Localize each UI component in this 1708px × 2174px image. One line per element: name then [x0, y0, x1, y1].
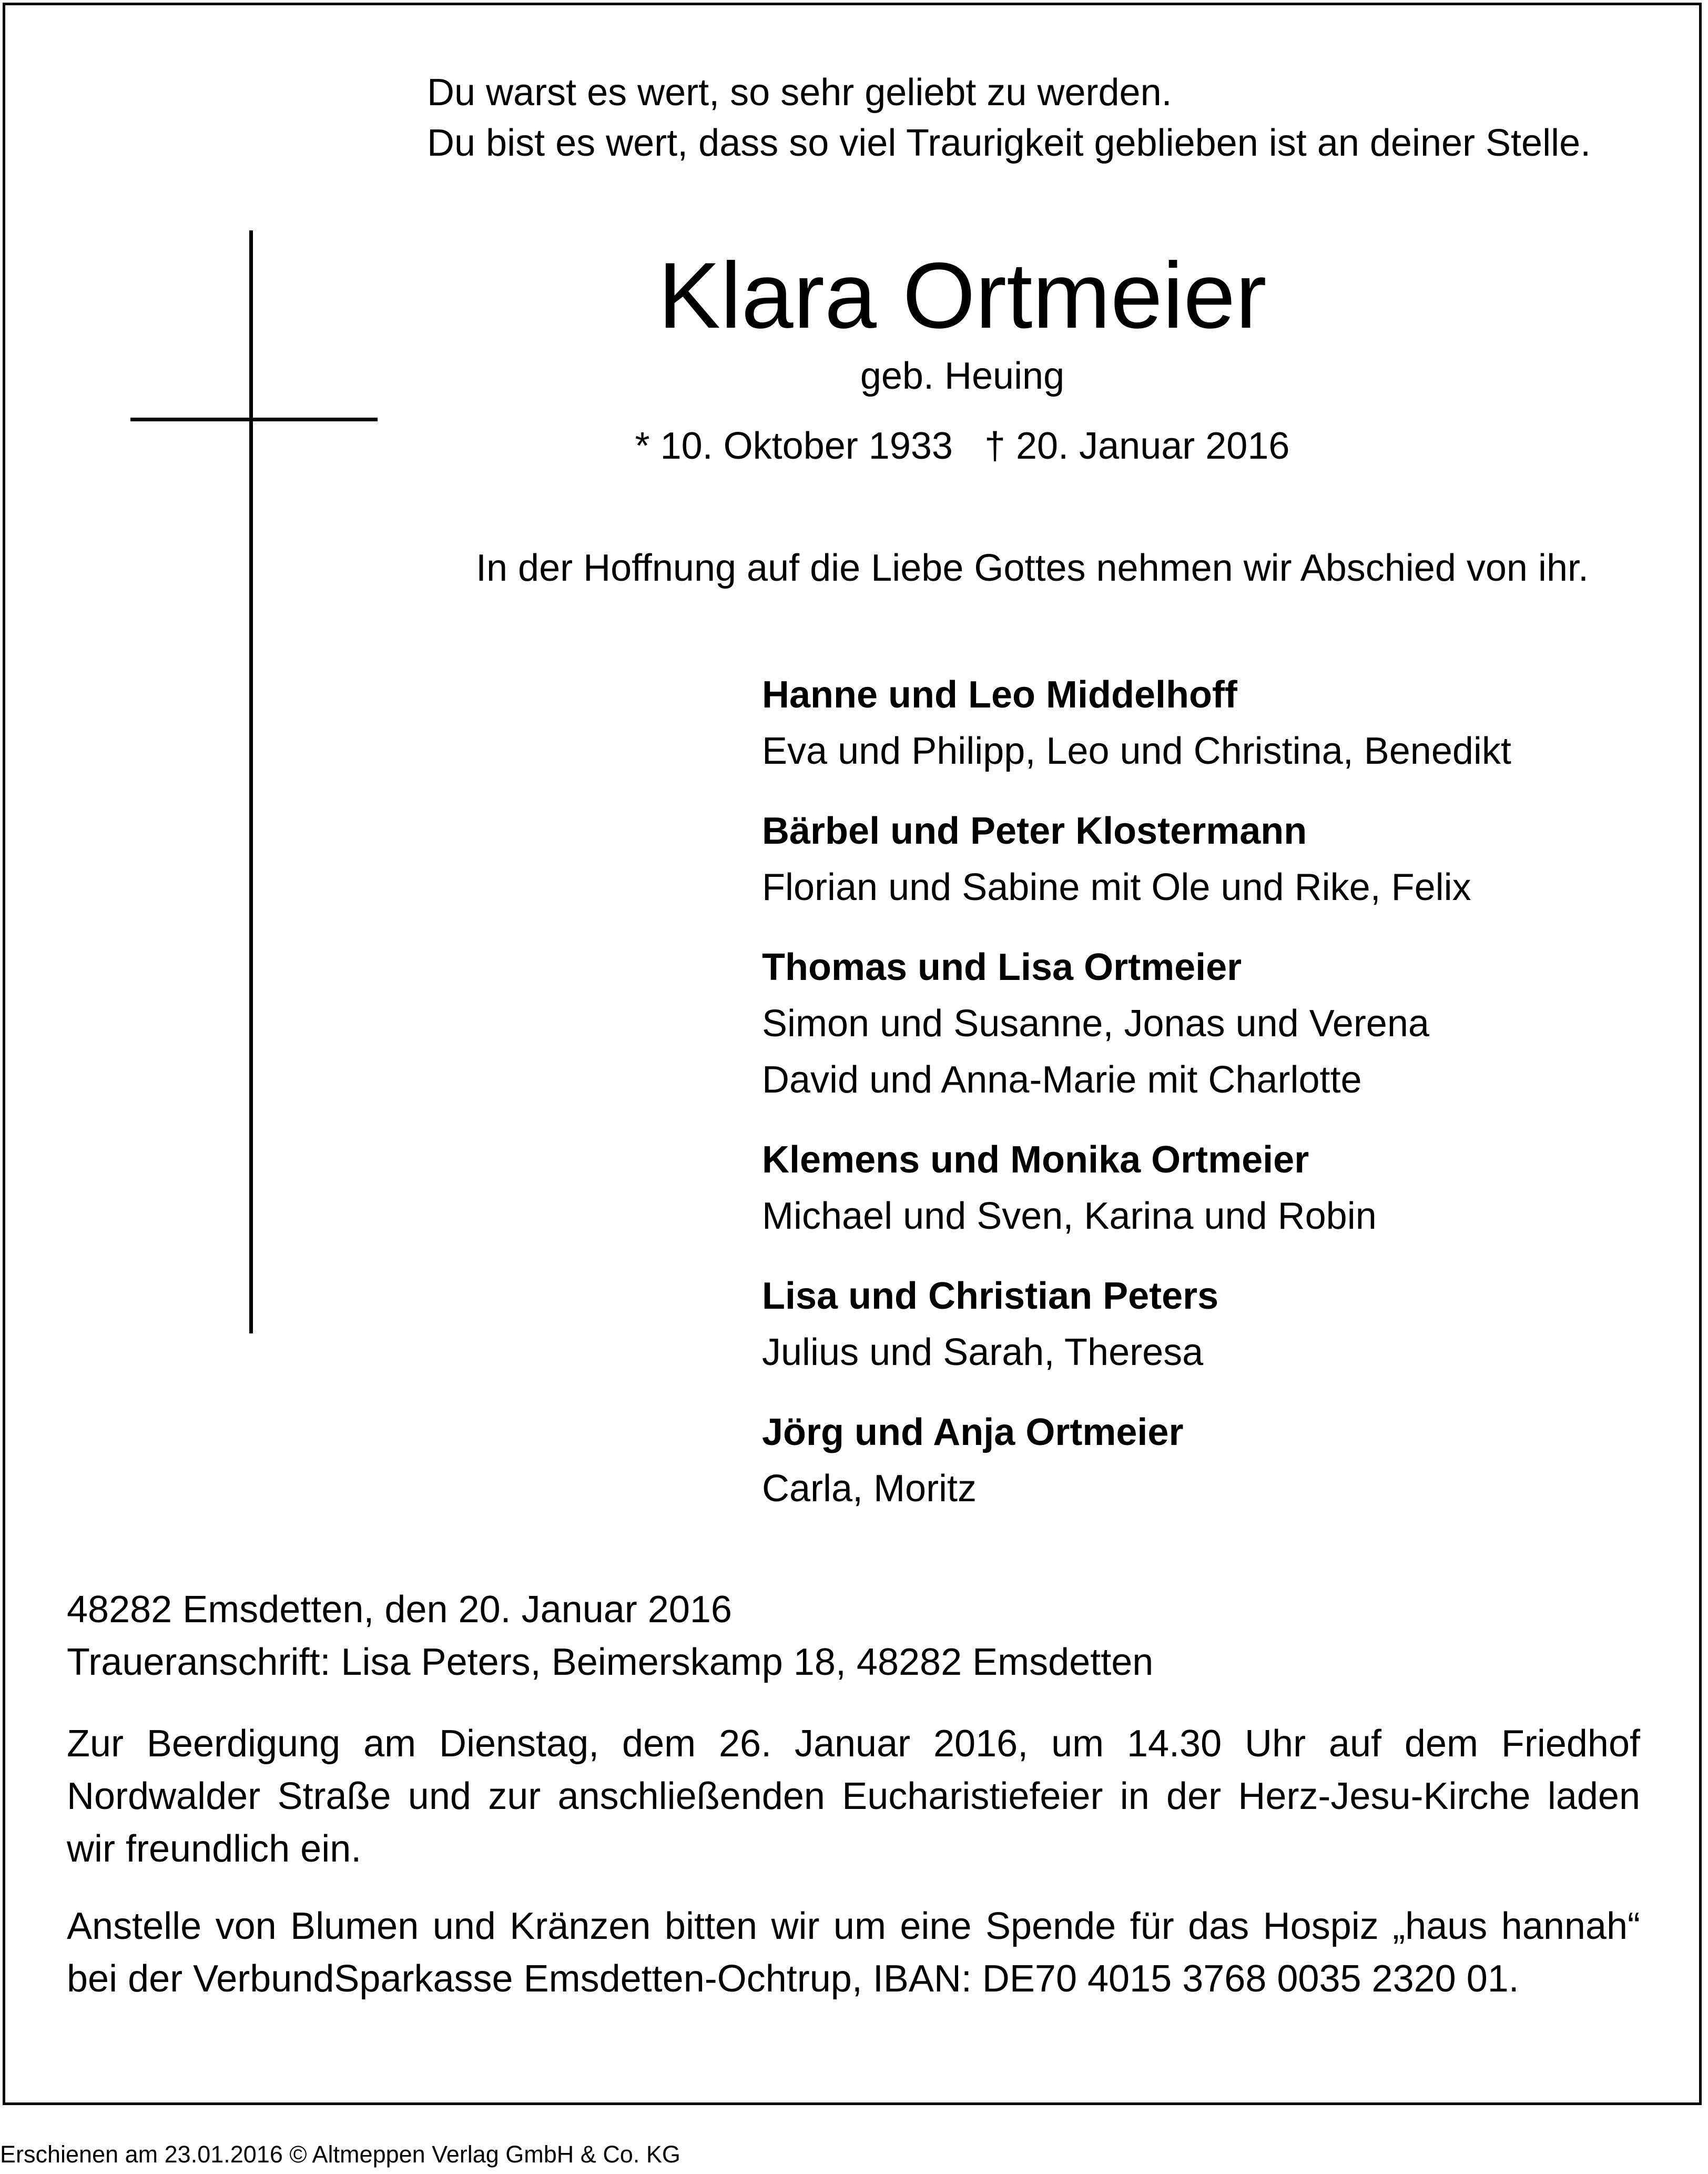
family-head: Klemens und Monika Ortmeier	[762, 1139, 1309, 1181]
verse-line-2: Du bist es wert, dass so viel Traurigkeit geblieben ist an deiner Stelle.	[427, 122, 1591, 164]
family-group	[762, 803, 1511, 916]
family-members: Julius und Sarah, Theresa	[762, 1331, 1204, 1373]
family-group	[762, 1268, 1511, 1381]
place-date: 48282 Emsdetten, den 20. Januar 2016	[67, 1589, 732, 1631]
publication-footer: Erschienen am 23.01.2016 © Altmeppen Verlag GmbH & Co. KG	[0, 2141, 680, 2168]
hope-line: In der Hoffnung auf die Liebe Gottes nehmen wir Abschied von ihr.	[476, 547, 1589, 589]
verse	[427, 67, 1591, 168]
family-members: Eva und Philipp, Leo und Christina, Benedikt	[762, 730, 1511, 772]
cross-icon-vertical	[249, 230, 253, 1333]
family-head: Lisa und Christian Peters	[762, 1275, 1219, 1317]
family-head: Hanne und Leo Middelhoff	[762, 674, 1237, 716]
deceased-name: Klara Ortmeier	[658, 243, 1267, 348]
family-group	[762, 1404, 1511, 1517]
maiden-name: geb. Heuing	[860, 355, 1065, 397]
cross-icon-horizontal	[130, 418, 378, 421]
family-members: Carla, Moritz	[762, 1468, 977, 1510]
contact-block	[67, 1583, 1640, 1688]
family-group	[762, 667, 1511, 780]
family-members: Florian und Sabine mit Ole und Rike, Felix	[762, 866, 1471, 908]
life-dates: * 10. Oktober 1933 † 20. Januar 2016	[635, 425, 1290, 467]
family-group	[762, 939, 1511, 1108]
family-members: David und Anna-Marie mit Charlotte	[762, 1059, 1362, 1101]
family-head: Bärbel und Peter Klostermann	[762, 810, 1307, 852]
funeral-notice: Zur Beerdigung am Dienstag, dem 26. Januar 2016, um 14.30 Uhr auf dem Friedhof Nordwalder Straße und zur anschließenden Eucharistiefeier in der Herz-Jesu-Kirche laden wir freundlich ein.	[67, 1723, 1640, 1870]
family-list	[762, 667, 1511, 1541]
verse-line-1: Du warst es wert, so sehr geliebt zu werden.	[427, 72, 1172, 114]
mourning-address: Traueranschrift: Lisa Peters, Beimerskamp 18, 48282 Emsdetten	[67, 1641, 1154, 1683]
family-head: Jörg und Anja Ortmeier	[762, 1411, 1184, 1453]
family-group	[762, 1132, 1511, 1245]
donation-notice: Anstelle von Blumen und Kränzen bitten wir um eine Spende für das Hospiz „haus hannah“ bei der VerbundSparkasse Emsdetten-Ochtrup, IBAN: DE70 4015 3768 0035 2320 01.	[67, 1905, 1640, 2000]
family-members: Simon und Susanne, Jonas und Verena	[762, 1003, 1429, 1045]
family-members: Michael und Sven, Karina und Robin	[762, 1195, 1377, 1237]
family-head: Thomas und Lisa Ortmeier	[762, 946, 1242, 988]
